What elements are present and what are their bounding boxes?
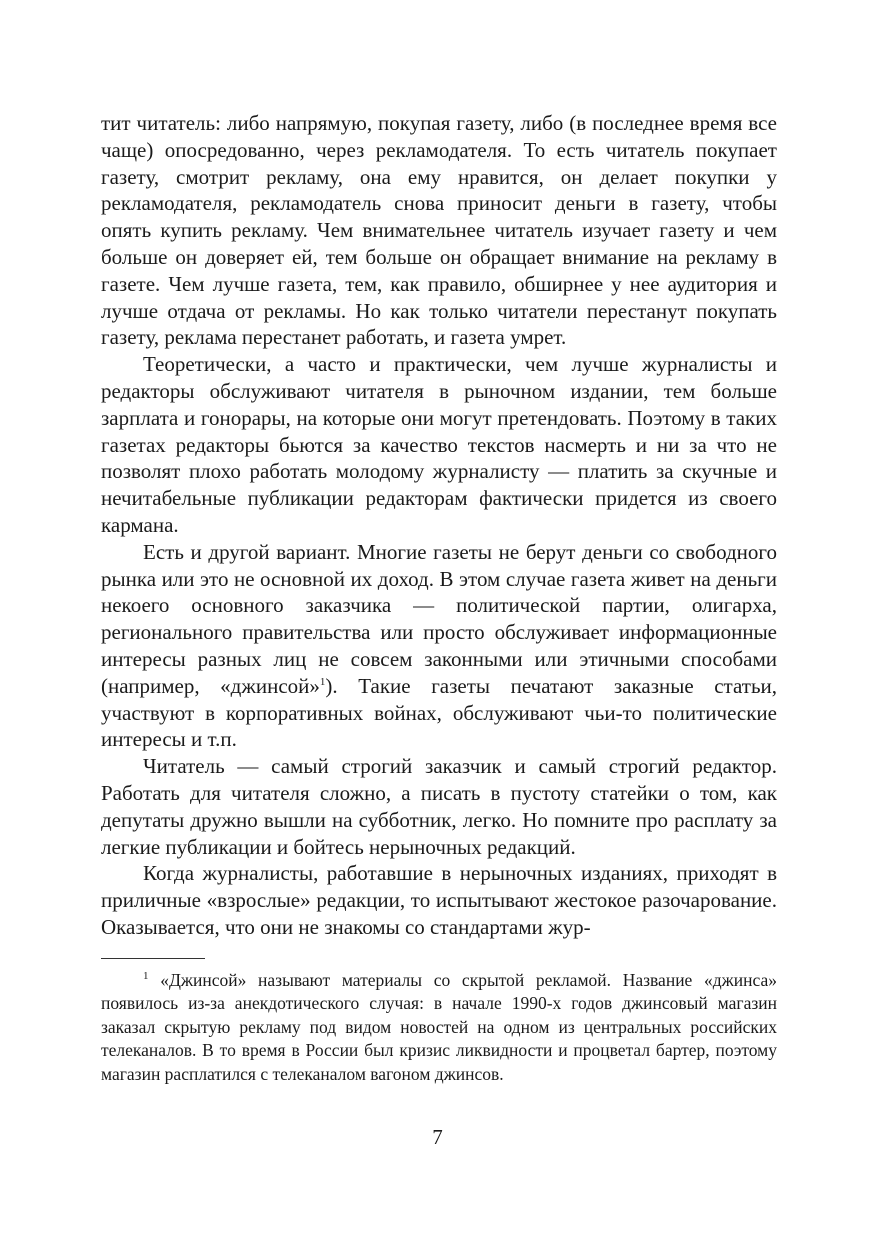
- paragraph-3-text: Есть и другой вариант. Многие газеты не берут деньги со свободного рынка или это не основной их доход. В этом случае газета живет на деньги некоего основного заказчика — политической партии, олигарха, регионального правительства или просто обслуживает информационные интересы разных лиц не совсем законными или этичными способами (например, «джинсой»: [101, 539, 777, 698]
- paragraph-4: Читатель — самый строгий заказчик и самый строгий редактор. Работать для читателя сложно, а писать в пустоту статейки о том, как депутаты дружно вышли на субботник, легко. Но помните про расплату за легкие публикации и бойтесь нерыночных редакций.: [101, 754, 777, 859]
- main-text: [101, 110, 777, 941]
- paragraph-3: [101, 539, 777, 753]
- footnote-marker: 1: [143, 969, 149, 982]
- footnote: [101, 969, 777, 1087]
- page-number: 7: [432, 1125, 443, 1149]
- page-content: [101, 110, 777, 1087]
- footnote-divider: [101, 958, 205, 959]
- paragraph-3-continuation: ). Такие газеты печатают заказные статьи, участвуют в корпоративных войнах, обслуживают чьи-то политические интересы и т.п.: [101, 673, 778, 752]
- paragraph-2: Теоретически, а часто и практически, чем лучше журналисты и редакторы обслуживают читателя в рыночном издании, тем больше зарплата и гонорары, на которые они могут претендовать. Поэтому в таких газетах редакторы бьются за качество текстов насмерть и ни за что не позволят плохо работать молодому журналисту — платить за скучные и нечитабельные публикации редакторам фактически придется из своего кармана.: [101, 352, 777, 537]
- paragraph-1: тит читатель: либо напрямую, покупая газету, либо (в последнее время все чаще) опосредованно, через рекламодателя. То есть читатель покупает газету, смотрит рекламу, она ему нравится, он делает покупки у рекламодателя, рекламодатель снова приносит деньги в газету, чтобы опять купить рекламу. Чем внимательнее читатель изучает газету и чем больше он доверяет ей, тем больше он обращает внимание на рекламу в газете. Чем лучше газета, тем, как правило, обширнее у нее аудитория и лучше отдача от рекламы. Но как только читатели перестанут покупать газету, реклама перестанет работать, и газета умрет.: [101, 111, 777, 350]
- paragraph-5: Когда журналисты, работавшие в нерыночных изданиях, приходят в приличные «взрослые» редакции, то испытывают жестокое разочарование. Оказывается, что они не знакомы со стандартами жур-: [101, 861, 777, 939]
- footnote-reference: 1: [319, 675, 326, 688]
- footnote-text: «Джинсой» называют материалы со скрытой рекламой. Название «джинса» появилось из-за анекдотического случая: в начале 1990-х годов джинсовый магазин заказал скрытую рекламу под видом новостей на одном из центральных российских телеканалов. В то время в России был кризис ликвидности и процветал бартер, поэтому магазин расплатился с телеканалом вагоном джинсов.: [101, 969, 777, 1085]
